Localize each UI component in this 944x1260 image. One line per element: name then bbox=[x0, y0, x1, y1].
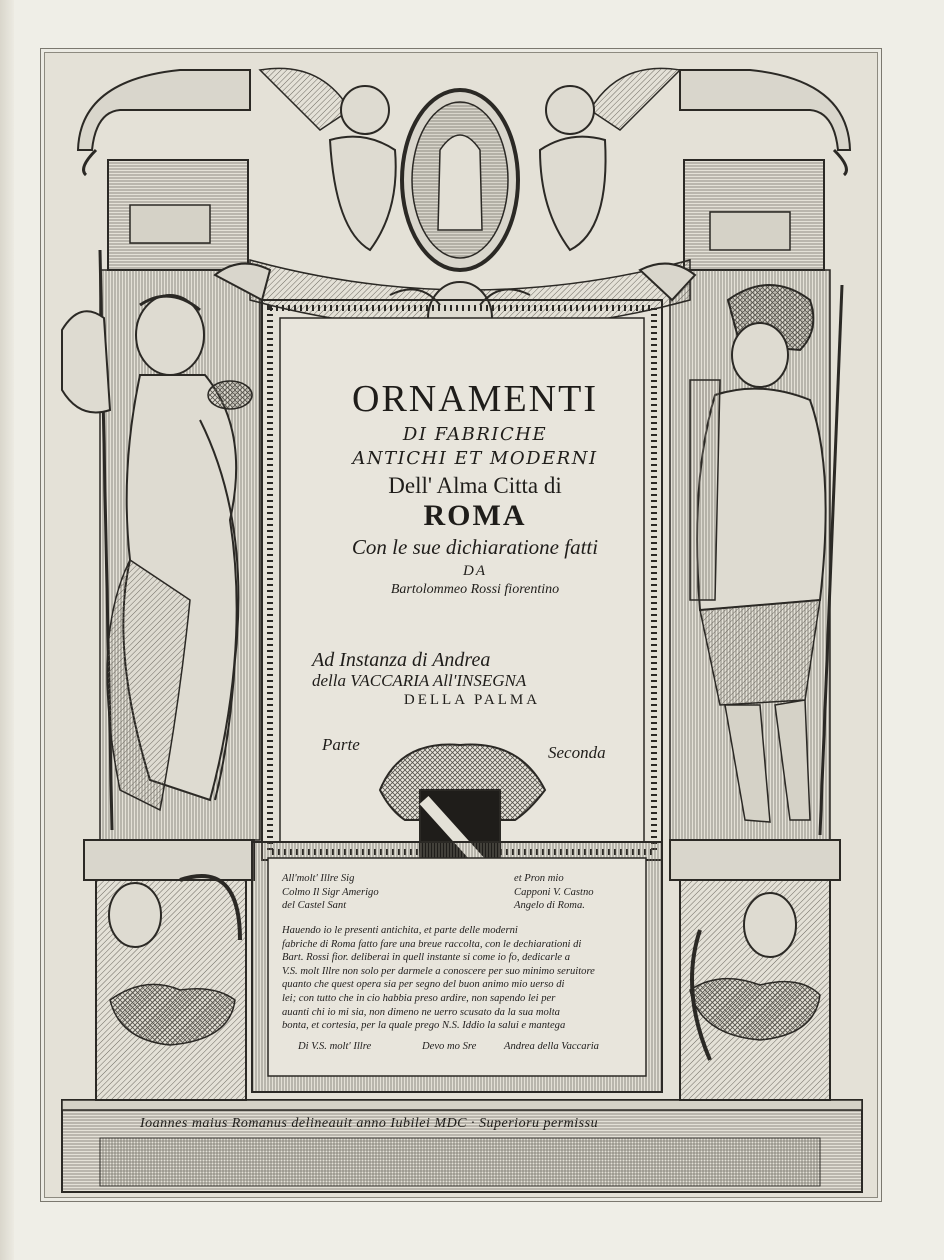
salutation-left-line: Colmo Il Sigr Amerigo bbox=[282, 886, 379, 898]
dedication-line: Hauendo io le presenti antichita, et parte delle moderni bbox=[282, 925, 518, 936]
title-line-4: Dell' Alma Citta di bbox=[388, 473, 562, 498]
publisher-line-3: DELLA PALMA bbox=[403, 691, 541, 708]
salutation-right-line: et Pron mio bbox=[514, 873, 564, 884]
dedication-text bbox=[282, 872, 638, 1068]
salutation-left bbox=[282, 872, 412, 913]
salutation-left-line: All'molt' Illre Sig bbox=[282, 873, 355, 884]
title-line-3: ANTICHI ET MODERNI bbox=[352, 448, 598, 469]
title-line-2: DI FABRICHE bbox=[402, 424, 548, 445]
dedication-line: V.S. molt Illre non solo per darmele a conoscere per suo minimo seruitore bbox=[282, 965, 595, 977]
dedication-line: quanto che quest opera sia per segno del buon animo mio uerso di bbox=[282, 979, 565, 991]
part-label: Parte bbox=[322, 735, 360, 754]
title-main: ORNAMENTI bbox=[352, 378, 598, 420]
publisher-line-2: della VACCARIA All'INSEGNA bbox=[312, 671, 527, 690]
dedication-line: auanti chi io mi sia, non dimeno ne uerro scusato da la sua molta bbox=[282, 1006, 560, 1018]
publisher-block bbox=[312, 650, 632, 709]
salutation-right bbox=[514, 872, 644, 913]
dedication-body bbox=[282, 924, 638, 1033]
dedication-line: fabriche di Roma fatto fare una breue raccolta, con le dechiarationi di bbox=[282, 938, 582, 950]
dedication-line: bonta, et cortesia, per la quale prego N.S. Iddio la salui e mantega bbox=[282, 1020, 566, 1032]
dedication-line: Bart. Rossi fior. deliberai in quell instante si come io fo, dedicarle a bbox=[282, 952, 571, 964]
salutation-right-line: Angelo di Roma. bbox=[514, 900, 585, 912]
author-name: Bartolommeo Rossi fiorentino bbox=[390, 582, 560, 597]
top-cartouche bbox=[215, 68, 695, 354]
salutation-right-line: Capponi V. Castno bbox=[514, 886, 594, 898]
title-line-6: Con le sue dichiaratione fatti bbox=[351, 535, 599, 559]
salutation-left-line: del Castel Sant bbox=[282, 900, 347, 912]
title-block bbox=[285, 380, 665, 607]
by-label: DA bbox=[463, 563, 487, 579]
signature: Andrea della Vaccaria bbox=[504, 1041, 599, 1052]
closing-mid: Devo mo Sre bbox=[422, 1041, 477, 1052]
part-number: Seconda bbox=[548, 743, 606, 762]
title-city: ROMA bbox=[423, 499, 527, 532]
plinth bbox=[62, 1100, 862, 1192]
engraver-credit: Ioannes maius Romanus delineauit anno Iubilei MDC · Superioru permissu bbox=[140, 1116, 599, 1131]
publisher-line-1: Ad Instanza di Andrea bbox=[312, 649, 491, 671]
dedication-line: lei; con tutto che in cio habbia preso ardire, non sapendo lei per bbox=[282, 992, 556, 1004]
closing-left: Di V.S. molt' Illre bbox=[298, 1041, 372, 1052]
